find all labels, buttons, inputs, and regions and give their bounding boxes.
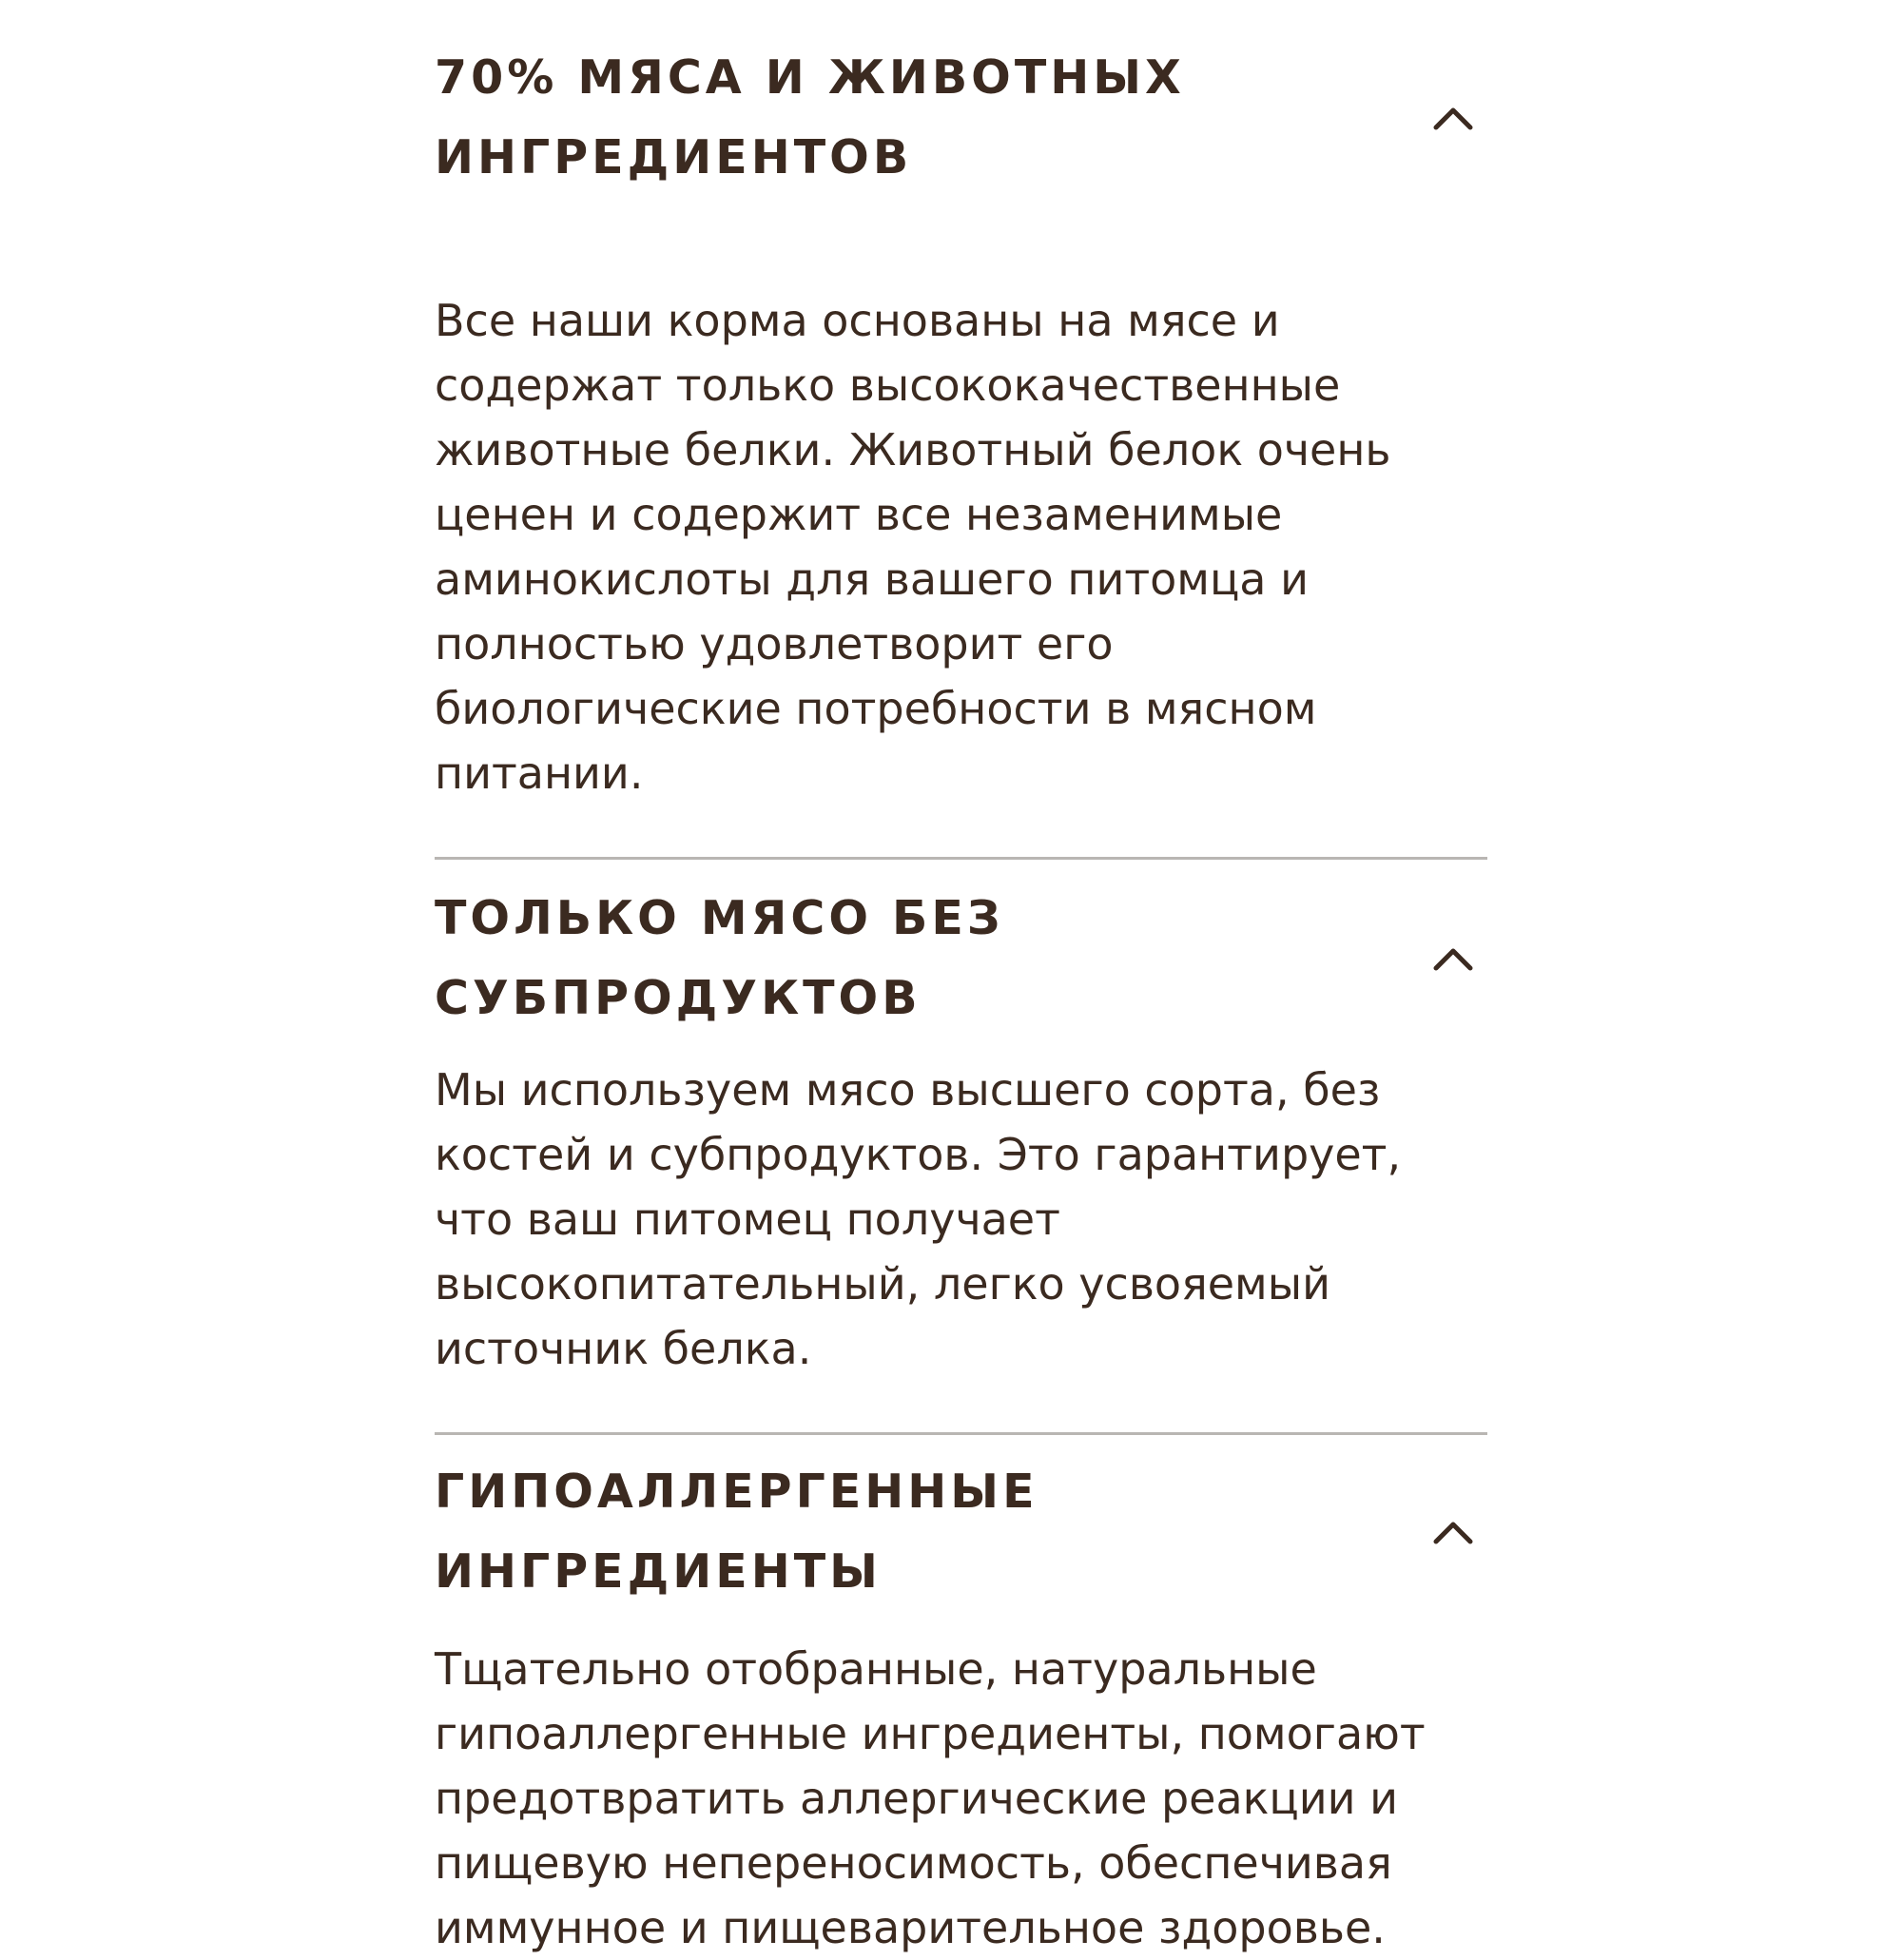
- accordion-section-no-byproducts: [435, 891, 1487, 1435]
- section-body: Тщательно отобранные, натуральные гипоаллергенные ингредиенты, помогают предотвратить аллергические реакции и пищевую непереносимость, обеспечивая иммунное и пищеварительное здоровье.: [435, 1643, 1426, 1953]
- features-accordion: [435, 38, 1487, 1960]
- chevron-up-icon[interactable]: [1430, 95, 1476, 141]
- accordion-header-no-byproducts[interactable]: [435, 891, 1487, 1025]
- accordion-header-meat-content[interactable]: [435, 38, 1487, 198]
- chevron-up-icon[interactable]: [1430, 936, 1476, 981]
- section-divider: [435, 857, 1487, 860]
- accordion-header-hypoallergenic[interactable]: [435, 1465, 1487, 1599]
- chevron-up-icon[interactable]: [1430, 1509, 1476, 1555]
- accordion-section-hypoallergenic: [435, 1465, 1487, 1960]
- section-title: ГИПОАЛЛЕРГЕННЫЕ ИНГРЕДИЕНТЫ: [435, 1465, 1038, 1599]
- section-divider: [435, 1432, 1487, 1435]
- section-body: Мы используем мясо высшего сорта, без костей и субпродуктов. Это гарантирует, что ваш питомец получает высокопитательный, легко усвояемый источник белка.: [435, 1064, 1402, 1374]
- accordion-section-meat-content: [435, 38, 1487, 860]
- section-title: ТОЛЬКО МЯСО БЕЗ СУБПРОДУКТОВ: [435, 891, 1004, 1025]
- section-title: 70% МЯСА И ЖИВОТНЫХ ИНГРЕДИЕНТОВ: [435, 50, 1185, 184]
- section-body: Все наши корма основаны на мясе и содержат только высококачественные животные белки. Животный белок очень ценен и содержит все незаменимые аминокислоты для вашего питомца и полностью удовлетворит его биологические потребности в мясном питании.: [435, 295, 1391, 799]
